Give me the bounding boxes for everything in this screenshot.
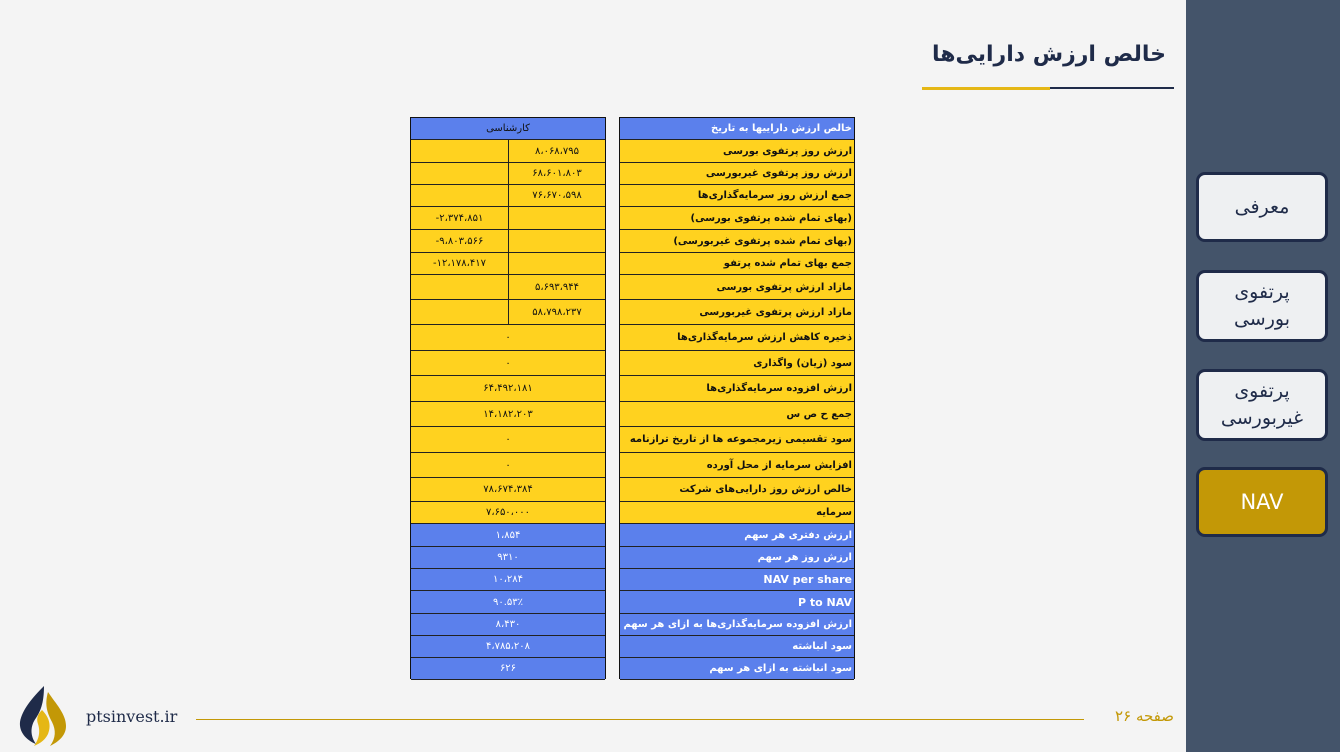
- row-label: سود (زیان) واگذاری: [753, 357, 852, 369]
- value-row: [411, 636, 605, 658]
- row-label: NAV per share: [763, 573, 852, 586]
- value-row: [411, 351, 605, 376]
- table-header-row: [411, 118, 605, 140]
- label-row: [620, 569, 854, 591]
- row-label: ارزش روز هر سهم: [757, 552, 852, 563]
- row-label: مازاد ارزش پرتفوی بورسی: [716, 281, 852, 293]
- label-row: [620, 376, 854, 402]
- value-cell: [411, 140, 508, 162]
- label-row: [620, 207, 854, 230]
- value-cell: [411, 300, 508, 324]
- row-label: جمع ارزش روز سرمایه‌گذاری‌ها: [697, 190, 852, 201]
- value-row: [411, 230, 605, 253]
- value-row: [411, 591, 605, 614]
- value-cell: ۱۴،۱۸۲،۲۰۳: [483, 408, 533, 420]
- value-cell: ۹۰.۵۳٪: [492, 596, 524, 608]
- label-row: [620, 163, 854, 185]
- footer-divider: [196, 719, 1084, 720]
- value-cell: [411, 163, 508, 184]
- value-cell: [508, 230, 605, 252]
- value-cell: ۷۶،۶۷۰،۵۹۸: [508, 185, 605, 206]
- label-row: [620, 402, 854, 427]
- label-row: [620, 351, 854, 376]
- company-logo: [14, 684, 72, 748]
- row-label: جمع ح ص س: [786, 408, 852, 420]
- value-cell: ۶۴،۴۹۲،۱۸۱: [483, 383, 533, 394]
- nav-intro-label: معرفی: [1234, 195, 1290, 218]
- row-label: P to NAV: [797, 595, 852, 609]
- row-label: ارزش روز پرتفوی غیربورسی: [705, 168, 852, 179]
- page-number: صفحه ۲۶: [1115, 707, 1174, 725]
- label-row: [620, 547, 854, 569]
- row-label: ارزش دفتری هر سهم: [744, 529, 852, 541]
- value-cell: ۱۰،۲۸۴: [492, 574, 524, 585]
- value-cell: -۱۲،۱۷۸،۴۱۷: [432, 258, 487, 269]
- nav-unlisted-portfolio-button[interactable]: [1196, 369, 1328, 441]
- label-row: [620, 275, 854, 300]
- label-row: [620, 636, 854, 658]
- row-label: خالص ارزش داراییها به تاریخ: [710, 123, 852, 134]
- value-cell: ۸،۰۶۸،۷۹۵: [508, 140, 605, 162]
- value-row: [411, 140, 605, 163]
- value-row: [411, 453, 605, 478]
- row-label: ذخیره کاهش ارزش سرمایه‌گذاری‌ها: [677, 332, 852, 343]
- value-cell: [508, 253, 605, 274]
- value-row: [411, 163, 605, 185]
- label-row: [620, 591, 854, 614]
- row-label: سود انباشته: [792, 641, 852, 652]
- value-cell: ۹۳۱۰: [497, 552, 519, 563]
- value-row: [411, 524, 605, 547]
- value-row: [411, 427, 605, 453]
- label-row: [620, 300, 854, 325]
- nav-unlisted-portfolio-label: پرتفوی غیربورسی: [1220, 380, 1304, 429]
- label-row: [620, 140, 854, 163]
- value-cell: [411, 275, 508, 299]
- label-row: [620, 185, 854, 207]
- footer-website[interactable]: ptsinvest.ir: [86, 707, 178, 726]
- label-row: [620, 427, 854, 453]
- column-header: کارشناسی: [486, 123, 530, 134]
- nav-nav-button[interactable]: [1196, 467, 1328, 537]
- labels-table: [619, 117, 855, 679]
- value-cell: ۰: [505, 434, 511, 445]
- value-cell: ۰: [505, 459, 511, 471]
- value-cell: -۹،۸۰۳،۵۶۶: [435, 235, 484, 247]
- row-label: افزایش سرمایه از محل آورده: [706, 459, 852, 471]
- label-row: [620, 230, 854, 253]
- nav-listed-portfolio-label: پرتفوی بورسی: [1233, 281, 1291, 330]
- values-table: [410, 117, 606, 679]
- row-label: خالص ارزش روز دارایی‌های شرکت: [679, 484, 852, 495]
- row-label: ارزش روز پرتفوی بورسی: [722, 145, 852, 157]
- value-cell: ۰: [505, 357, 511, 369]
- value-cell: ۴،۷۸۵،۲۰۸: [485, 641, 531, 652]
- value-row: [411, 478, 605, 502]
- value-cell: ۱،۸۵۴: [495, 529, 521, 541]
- row-label: سود تقسیمی زیرمجموعه ها از تاریخ ترازنامه: [629, 434, 852, 445]
- nav-nav-label: NAV: [1240, 489, 1284, 514]
- value-cell: ۵۸،۷۹۸،۲۳۷: [508, 300, 605, 324]
- row-label: جمع بهای تمام شده پرتفو: [723, 258, 852, 269]
- row-label: (بهای تمام شده پرتفوی بورسی): [690, 212, 852, 224]
- row-label: (بهای تمام شده پرتفوی غیربورسی): [673, 235, 852, 247]
- label-row: [620, 524, 854, 547]
- row-label: ارزش افزوده سرمایه‌گذاری‌ها به ازای هر سهم: [623, 619, 852, 630]
- row-label: ارزش افزوده سرمایه‌گذاری‌ها: [706, 383, 852, 394]
- value-row: [411, 185, 605, 207]
- value-row: [411, 614, 605, 636]
- value-cell: ۸،۴۳۰: [495, 619, 521, 630]
- value-cell: ۶۸،۶۰۱،۸۰۳: [508, 163, 605, 184]
- page-title: خالص ارزش دارایی‌ها: [931, 42, 1166, 67]
- value-row: [411, 300, 605, 325]
- value-cell: ۵،۶۹۳،۹۴۴: [508, 275, 605, 299]
- value-cell: ۷،۶۵۰،۰۰۰: [485, 507, 531, 518]
- value-row: [411, 325, 605, 351]
- label-row: [620, 478, 854, 502]
- label-row: [620, 658, 854, 680]
- value-row: [411, 547, 605, 569]
- nav-listed-portfolio-button[interactable]: [1196, 270, 1328, 342]
- value-row: [411, 402, 605, 427]
- row-label: مازاد ارزش پرتفوی غیربورسی: [699, 306, 852, 318]
- nav-intro-button[interactable]: [1196, 172, 1328, 242]
- label-row: [620, 325, 854, 351]
- label-row: [620, 502, 854, 524]
- value-row: [411, 207, 605, 230]
- value-cell: -۲،۳۷۴،۸۵۱: [435, 212, 484, 224]
- value-cell: ۰: [505, 332, 511, 343]
- title-underline-gold: [922, 87, 1050, 90]
- title-underline-navy: [1050, 87, 1174, 89]
- value-row: [411, 275, 605, 300]
- value-row: [411, 569, 605, 591]
- row-label: سرمایه: [816, 507, 852, 518]
- row-label: سود انباشته به ازای هر سهم: [709, 663, 852, 674]
- value-cell: ۷۸،۶۷۴،۳۸۴: [483, 484, 533, 495]
- label-row: [620, 118, 854, 140]
- value-cell: [508, 207, 605, 229]
- sidebar: [1186, 0, 1340, 752]
- value-row: [411, 502, 605, 524]
- value-row: [411, 376, 605, 402]
- label-row: [620, 253, 854, 275]
- label-row: [620, 614, 854, 636]
- label-row: [620, 453, 854, 478]
- value-row: [411, 253, 605, 275]
- value-cell: ۶۲۶: [499, 663, 517, 674]
- value-cell: [411, 185, 508, 206]
- value-row: [411, 658, 605, 680]
